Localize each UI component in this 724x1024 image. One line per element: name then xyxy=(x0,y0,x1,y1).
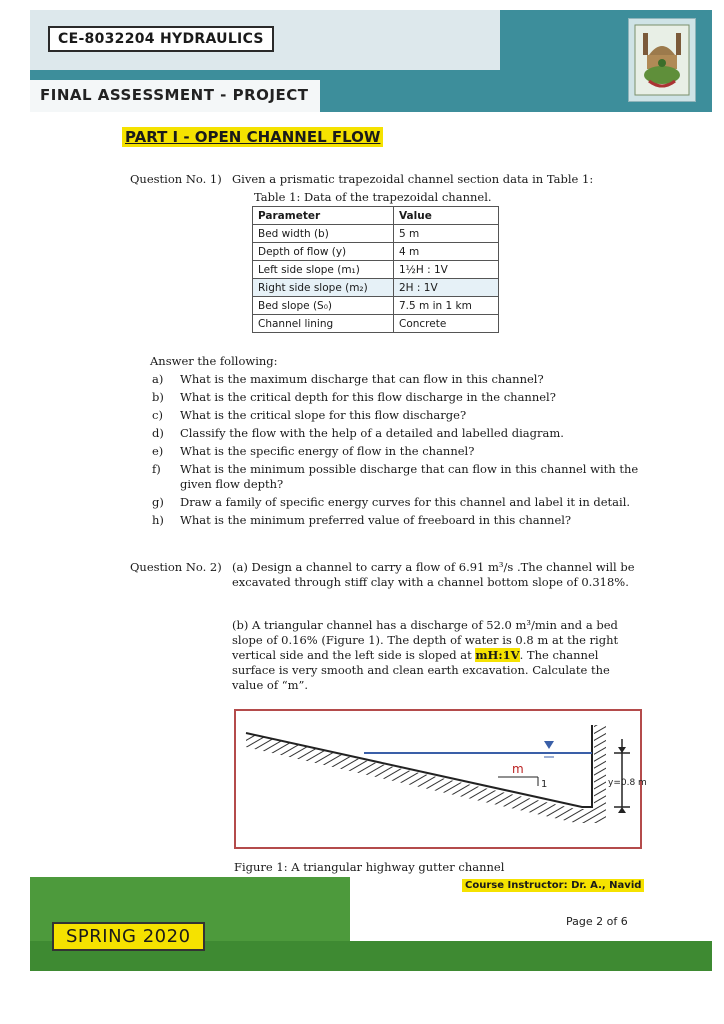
channel-bed xyxy=(246,725,592,807)
item-letter: e) xyxy=(152,444,164,458)
question1-intro: Given a prismatic trapezoidal channel section data in Table 1: xyxy=(232,172,594,186)
item-letter: d) xyxy=(152,426,164,440)
item-text: What is the critical depth for this flow discharge in the channel? xyxy=(180,390,556,404)
page-number: Page 2 of 6 xyxy=(566,915,628,928)
wall-hatch xyxy=(594,725,606,823)
item-letter: c) xyxy=(152,408,163,422)
assessment-title: FINAL ASSESSMENT - PROJECT xyxy=(40,86,309,104)
depth-label: y=0.8 m xyxy=(608,778,647,788)
table-cell: 4 m xyxy=(394,243,499,261)
table-cell: 1½H : 1V xyxy=(394,261,499,279)
table-cell: Bed width (b) xyxy=(253,225,394,243)
course-instructor: Course Instructor: Dr. A., Navid xyxy=(462,879,644,892)
figure-1 xyxy=(234,709,647,849)
table-cell: Left side slope (m₁) xyxy=(253,261,394,279)
slope-label-one: 1 xyxy=(541,779,548,790)
item-text: What is the maximum discharge that can flow in this channel? xyxy=(180,372,544,386)
table-header-cell: Parameter xyxy=(253,207,394,225)
list-item xyxy=(152,372,642,387)
item-text: Draw a family of specific energy curves for this channel and label it in detail. xyxy=(180,495,631,509)
table-row xyxy=(253,315,499,333)
table-cell: 5 m xyxy=(394,225,499,243)
item-text: Classify the flow with the help of a detailed and labelled diagram. xyxy=(180,426,564,440)
table-header-row xyxy=(253,207,499,225)
figure-caption: Figure 1: A triangular highway gutter channel xyxy=(234,860,505,874)
list-item xyxy=(152,426,642,441)
table-row xyxy=(253,261,499,279)
table-row xyxy=(253,279,499,297)
part-b-highlight: mH:1V xyxy=(475,648,520,662)
slope-label-m: m xyxy=(512,762,524,776)
table-cell: Concrete xyxy=(394,315,499,333)
semester-badge: SPRING 2020 xyxy=(52,922,205,951)
table-cell: Channel lining xyxy=(253,315,394,333)
question2-part-b xyxy=(232,618,642,693)
ground-hatch xyxy=(246,733,594,823)
university-logo xyxy=(628,18,696,102)
list-item xyxy=(152,513,642,528)
table-row xyxy=(253,225,499,243)
list-item xyxy=(152,390,642,405)
item-letter: b) xyxy=(152,390,164,404)
table-header-cell: Value xyxy=(394,207,499,225)
item-text: What is the critical slope for this flow discharge? xyxy=(180,408,467,422)
item-letter: f) xyxy=(152,462,161,476)
item-text: What is the specific energy of flow in the channel? xyxy=(180,444,475,458)
water-level-marker-icon xyxy=(544,741,554,749)
table-cell: 7.5 m in 1 km xyxy=(394,297,499,315)
table-cell: Right side slope (m₂) xyxy=(253,279,394,297)
part-b-text-end: . The channel surface is very smooth and clean earth excavation. Calculate the value of “m”. xyxy=(232,648,610,692)
channel-data-table xyxy=(252,206,499,333)
item-letter: h) xyxy=(152,513,164,527)
university-logo-icon xyxy=(629,19,695,101)
part-title: PART I - OPEN CHANNEL FLOW xyxy=(122,127,383,147)
table-cell: Bed slope (S₀) xyxy=(253,297,394,315)
table-caption: Table 1: Data of the trapezoidal channel. xyxy=(254,190,492,204)
list-item xyxy=(152,408,642,423)
table-cell: 2H : 1V xyxy=(394,279,499,297)
item-letter: a) xyxy=(152,372,164,386)
triangular-channel-diagram xyxy=(236,711,647,847)
question1-label: Question No. 1) xyxy=(130,172,222,186)
item-letter: g) xyxy=(152,495,164,509)
question2-label: Question No. 2) xyxy=(130,560,222,574)
answer-intro: Answer the following: xyxy=(150,354,278,368)
part-b-text-start: (b) A triangular channel has a discharge of 52.0 m³/min and a bed slope of 0.16% (Figure 1). The depth of water is 0.8 m at the right vertical side and the left side is sloped at xyxy=(232,618,619,662)
list-item xyxy=(152,444,642,459)
list-item xyxy=(152,462,642,492)
table-row xyxy=(253,243,499,261)
item-text: What is the minimum preferred value of freeboard in this channel? xyxy=(180,513,572,527)
table-cell: Depth of flow (y) xyxy=(253,243,394,261)
item-text: What is the minimum possible discharge that can flow in this channel with the given flow depth? xyxy=(180,462,639,491)
question2-part-a: (a) Design a channel to carry a flow of 6.91 m³/s .The channel will be excavated through stiff clay with a channel bottom slope of 0.318%. xyxy=(232,560,635,589)
table-row xyxy=(253,297,499,315)
course-code: CE-8032204 HYDRAULICS xyxy=(48,26,274,52)
list-item xyxy=(152,495,642,510)
question1-items xyxy=(152,372,642,531)
